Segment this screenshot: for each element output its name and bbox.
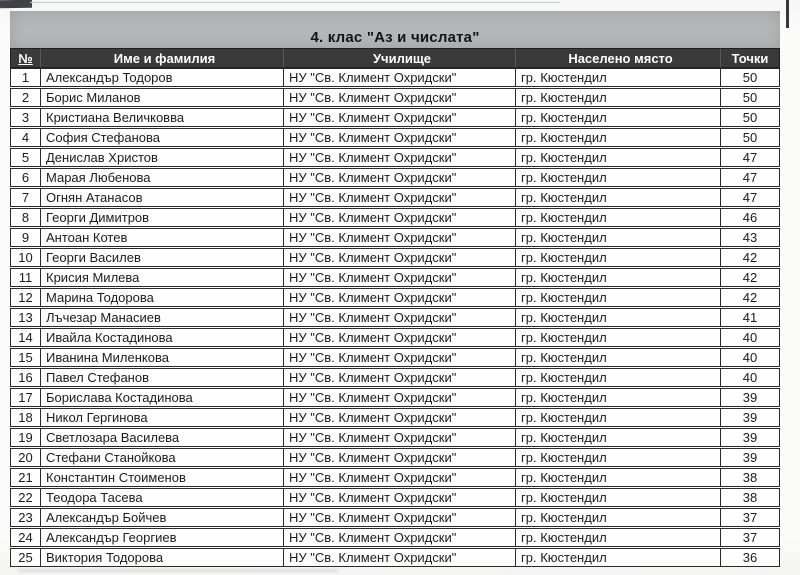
cell-school: НУ "Св. Климент Охридски" (284, 529, 516, 546)
cell-place: гр. Кюстендил (516, 289, 721, 306)
cell-name: Антоан Котев (41, 229, 284, 246)
cell-number: 1 (11, 69, 41, 86)
cell-name: Иванина Миленкова (41, 349, 284, 366)
cell-school: НУ "Св. Климент Охридски" (284, 409, 516, 426)
cell-place: гр. Кюстендил (516, 109, 721, 126)
cell-name: София Стефанова (41, 129, 284, 146)
cell-points: 36 (742, 550, 758, 565)
cell-points: 47 (742, 190, 758, 205)
table-row (10, 248, 780, 267)
table-row (10, 68, 780, 87)
table-row (10, 488, 780, 507)
cell-number: 2 (11, 89, 41, 106)
cell-points: 42 (742, 250, 758, 265)
scan-artifact-bottom-smudge (18, 569, 338, 572)
cell-points: 39 (742, 430, 758, 445)
cell-place: гр. Кюстендил (516, 169, 721, 186)
header-cell-points: Точки (731, 50, 769, 66)
cell-place: гр. Кюстендил (516, 509, 721, 526)
cell-points: 37 (742, 510, 758, 525)
cell-place: гр. Кюстендил (516, 229, 721, 246)
cell-points: 38 (742, 490, 758, 505)
cell-school: НУ "Св. Климент Охридски" (284, 489, 516, 506)
cell-number: 6 (11, 169, 41, 186)
cell-points: 39 (742, 410, 758, 425)
cell-school: НУ "Св. Климент Охридски" (284, 169, 516, 186)
table-row (10, 208, 780, 227)
header-cell-place: Населено място (516, 49, 721, 67)
table-row (10, 88, 780, 107)
cell-points: 43 (742, 230, 758, 245)
cell-points: 50 (742, 70, 758, 85)
cell-school: НУ "Св. Климент Охридски" (284, 449, 516, 466)
results-table (10, 48, 780, 568)
cell-place: гр. Кюстендил (516, 449, 721, 466)
table-row (10, 188, 780, 207)
cell-number: 20 (11, 449, 41, 466)
table-row (10, 368, 780, 387)
cell-points: 46 (742, 210, 758, 225)
table-row (10, 168, 780, 187)
cell-number: 8 (11, 209, 41, 226)
cell-place: гр. Кюстендил (516, 529, 721, 546)
cell-points: 50 (742, 130, 758, 145)
cell-number: 23 (11, 509, 41, 526)
cell-number: 19 (11, 429, 41, 446)
header-cell-number: № (11, 49, 41, 67)
cell-place: гр. Кюстендил (516, 469, 721, 486)
cell-school: НУ "Св. Климент Охридски" (284, 189, 516, 206)
cell-school: НУ "Св. Климент Охридски" (284, 509, 516, 526)
cell-name: Павел Стефанов (41, 369, 284, 386)
table-row (10, 148, 780, 167)
table-header-row (10, 48, 780, 68)
cell-school: НУ "Св. Климент Охридски" (284, 369, 516, 386)
table-row (10, 268, 780, 287)
table-row (10, 508, 780, 527)
table-row (10, 228, 780, 247)
cell-number: 3 (11, 109, 41, 126)
cell-name: Денислав Христов (41, 149, 284, 166)
cell-number: 17 (11, 389, 41, 406)
cell-school: НУ "Св. Климент Охридски" (284, 129, 516, 146)
cell-number: 24 (11, 529, 41, 546)
cell-school: НУ "Св. Климент Охридски" (284, 329, 516, 346)
cell-name: Ивайла Костадинова (41, 329, 284, 346)
cell-name: Александър Георгиев (41, 529, 284, 546)
table-row (10, 548, 780, 567)
cell-name: Светлозара Василева (41, 429, 284, 446)
table-row (10, 128, 780, 147)
table-row (10, 428, 780, 447)
cell-name: Стефани Станойкова (41, 449, 284, 466)
cell-school: НУ "Св. Климент Охридски" (284, 209, 516, 226)
cell-points: 50 (742, 90, 758, 105)
cell-points: 42 (742, 290, 758, 305)
cell-name: Марина Тодорова (41, 289, 284, 306)
cell-number: 7 (11, 189, 41, 206)
cell-name: Александър Тодоров (41, 69, 284, 86)
cell-place: гр. Кюстендил (516, 309, 721, 326)
cell-school: НУ "Св. Климент Охридски" (284, 69, 516, 86)
cell-number: 22 (11, 489, 41, 506)
cell-school: НУ "Св. Климент Охридски" (284, 309, 516, 326)
cell-number: 12 (11, 289, 41, 306)
table-body (10, 68, 780, 567)
scan-artifact-right-line (786, 0, 789, 28)
cell-school: НУ "Св. Климент Охридски" (284, 89, 516, 106)
cell-name: Огнян Атанасов (41, 189, 284, 206)
cell-place: гр. Кюстендил (516, 549, 721, 566)
cell-place: гр. Кюстендил (516, 69, 721, 86)
cell-place: гр. Кюстендил (516, 489, 721, 506)
cell-place: гр. Кюстендил (516, 189, 721, 206)
cell-points: 47 (742, 150, 758, 165)
cell-number: 4 (11, 129, 41, 146)
cell-points: 37 (742, 530, 758, 545)
cell-number: 25 (11, 549, 41, 566)
cell-place: гр. Кюстендил (516, 249, 721, 266)
scan-artifact-corner (0, 0, 32, 8)
cell-number: 16 (11, 369, 41, 386)
cell-points: 39 (742, 390, 758, 405)
table-row (10, 468, 780, 487)
cell-school: НУ "Св. Климент Охридски" (284, 109, 516, 126)
scan-artifact-top-line (30, 2, 560, 3)
header-cell-school: Училище (284, 49, 516, 67)
cell-number: 10 (11, 249, 41, 266)
cell-school: НУ "Св. Климент Охридски" (284, 549, 516, 566)
cell-name: Борис Миланов (41, 89, 284, 106)
cell-number: 13 (11, 309, 41, 326)
cell-place: гр. Кюстендил (516, 329, 721, 346)
cell-name: Никол Гергинова (41, 409, 284, 426)
table-row (10, 108, 780, 127)
cell-name: Крисия Милева (41, 269, 284, 286)
table-row (10, 388, 780, 407)
cell-points: 41 (742, 310, 758, 325)
table-row (10, 408, 780, 427)
cell-place: гр. Кюстендил (516, 269, 721, 286)
cell-points: 40 (742, 350, 758, 365)
cell-number: 5 (11, 149, 41, 166)
cell-school: НУ "Св. Климент Охридски" (284, 229, 516, 246)
cell-school: НУ "Св. Климент Охридски" (284, 289, 516, 306)
cell-school: НУ "Св. Климент Охридски" (284, 149, 516, 166)
cell-place: гр. Кюстендил (516, 129, 721, 146)
cell-place: гр. Кюстендил (516, 149, 721, 166)
cell-number: 11 (11, 269, 41, 286)
cell-points: 40 (742, 370, 758, 385)
table-row (10, 448, 780, 467)
cell-number: 9 (11, 229, 41, 246)
cell-place: гр. Кюстендил (516, 349, 721, 366)
cell-place: гр. Кюстендил (516, 429, 721, 446)
cell-place: гр. Кюстендил (516, 389, 721, 406)
cell-points: 42 (742, 270, 758, 285)
cell-points: 50 (742, 110, 758, 125)
cell-points: 40 (742, 330, 758, 345)
cell-points: 38 (742, 470, 758, 485)
header-cell-name: Име и фамилия (41, 49, 284, 67)
cell-name: Марая Любенова (41, 169, 284, 186)
cell-name: Александър Бойчев (41, 509, 284, 526)
cell-school: НУ "Св. Климент Охридски" (284, 429, 516, 446)
cell-place: гр. Кюстендил (516, 369, 721, 386)
title-banner (10, 11, 780, 48)
table-row (10, 308, 780, 327)
table-row (10, 328, 780, 347)
cell-school: НУ "Св. Климент Охридски" (284, 269, 516, 286)
cell-place: гр. Кюстендил (516, 209, 721, 226)
cell-school: НУ "Св. Климент Охридски" (284, 349, 516, 366)
cell-school: НУ "Св. Климент Охридски" (284, 389, 516, 406)
cell-number: 21 (11, 469, 41, 486)
cell-name: Лъчезар Манасиев (41, 309, 284, 326)
cell-name: Кристиана Величковва (41, 109, 284, 126)
page-title: 4. клас "Аз и числата" (310, 29, 480, 46)
cell-place: гр. Кюстендил (516, 89, 721, 106)
cell-name: Виктория Тодорова (41, 549, 284, 566)
cell-points: 47 (742, 170, 758, 185)
cell-name: Георги Димитров (41, 209, 284, 226)
cell-points: 39 (742, 450, 758, 465)
cell-number: 18 (11, 409, 41, 426)
table-row (10, 348, 780, 367)
cell-number: 14 (11, 329, 41, 346)
table-row (10, 288, 780, 307)
cell-school: НУ "Св. Климент Охридски" (284, 249, 516, 266)
cell-number: 15 (11, 349, 41, 366)
table-row (10, 528, 780, 547)
cell-school: НУ "Св. Климент Охридски" (284, 469, 516, 486)
cell-name: Константин Стоименов (41, 469, 284, 486)
cell-place: гр. Кюстендил (516, 409, 721, 426)
cell-name: Теодора Тасева (41, 489, 284, 506)
cell-name: Георги Василев (41, 249, 284, 266)
cell-name: Борислава Костадинова (41, 389, 284, 406)
